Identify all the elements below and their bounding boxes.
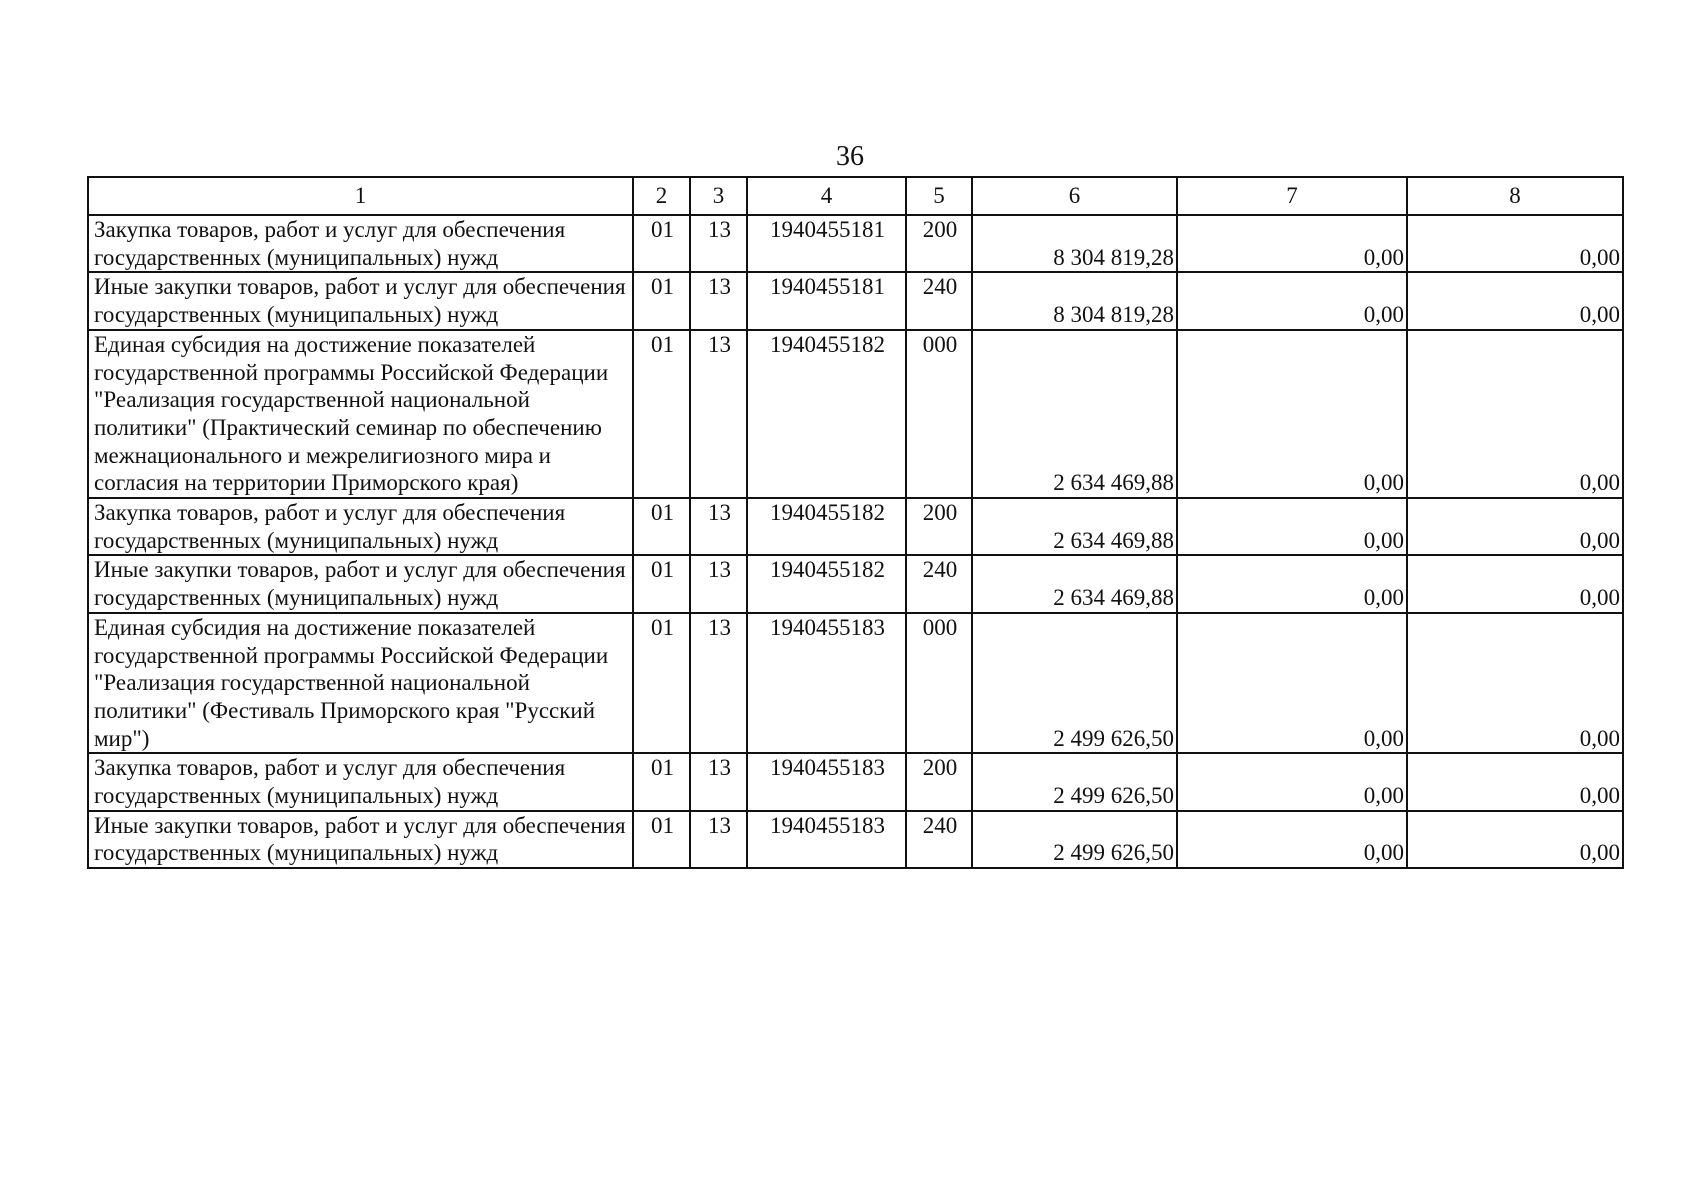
target-article-cell: 1940455182 <box>747 555 906 612</box>
target-article-cell: 1940455182 <box>747 498 906 555</box>
expense-type-cell: 200 <box>906 215 972 272</box>
section-code-cell: 01 <box>633 555 690 612</box>
subsection-code-cell: 13 <box>690 753 747 810</box>
header-cell: 6 <box>972 177 1177 215</box>
subsection-code-cell: 13 <box>690 613 747 754</box>
amount-col8-cell: 0,00 <box>1407 330 1623 498</box>
amount-col8-cell: 0,00 <box>1407 613 1623 754</box>
amount-col7-cell: 0,00 <box>1177 330 1407 498</box>
amount-col6-cell: 2 634 469,88 <box>972 498 1177 555</box>
target-article-cell: 1940455183 <box>747 811 906 868</box>
section-code-cell: 01 <box>633 498 690 555</box>
expense-type-cell: 240 <box>906 811 972 868</box>
section-code-cell: 01 <box>633 613 690 754</box>
amount-col6-cell: 2 499 626,50 <box>972 753 1177 810</box>
expense-type-cell: 240 <box>906 272 972 329</box>
expense-type-cell: 240 <box>906 555 972 612</box>
table-row <box>88 555 1623 612</box>
table-row <box>88 811 1623 868</box>
section-code-cell: 01 <box>633 215 690 272</box>
row-name-cell: Иные закупки товаров, работ и услуг для обеспечения государственных (муниципальных) нужд <box>88 811 633 868</box>
expense-type-cell: 200 <box>906 498 972 555</box>
table-row <box>88 613 1623 754</box>
amount-col7-cell: 0,00 <box>1177 555 1407 612</box>
amount-col8-cell: 0,00 <box>1407 555 1623 612</box>
amount-col6-cell: 2 634 469,88 <box>972 555 1177 612</box>
amount-col7-cell: 0,00 <box>1177 811 1407 868</box>
page-number: 36 <box>836 141 864 172</box>
amount-col8-cell: 0,00 <box>1407 215 1623 272</box>
amount-col8-cell: 0,00 <box>1407 272 1623 329</box>
row-name-cell: Единая субсидия на достижение показателей государственной программы Российской Федерации "Реализация государственной национальной политики" (Фестиваль Приморского края "Русский мир") <box>88 613 633 754</box>
target-article-cell: 1940455183 <box>747 753 906 810</box>
row-name-cell: Закупка товаров, работ и услуг для обеспечения государственных (муниципальных) нужд <box>88 753 633 810</box>
target-article-cell: 1940455181 <box>747 272 906 329</box>
subsection-code-cell: 13 <box>690 498 747 555</box>
header-cell: 8 <box>1407 177 1623 215</box>
subsection-code-cell: 13 <box>690 272 747 329</box>
section-code-cell: 01 <box>633 272 690 329</box>
header-cell: 2 <box>633 177 690 215</box>
table-row <box>88 498 1623 555</box>
row-name-cell: Закупка товаров, работ и услуг для обеспечения государственных (муниципальных) нужд <box>88 215 633 272</box>
target-article-cell: 1940455181 <box>747 215 906 272</box>
amount-col6-cell: 8 304 819,28 <box>972 272 1177 329</box>
expense-type-cell: 200 <box>906 753 972 810</box>
amount-col6-cell: 2 499 626,50 <box>972 613 1177 754</box>
table-row <box>88 753 1623 810</box>
amount-col8-cell: 0,00 <box>1407 498 1623 555</box>
subsection-code-cell: 13 <box>690 215 747 272</box>
section-code-cell: 01 <box>633 330 690 498</box>
target-article-cell: 1940455183 <box>747 613 906 754</box>
row-name-cell: Иные закупки товаров, работ и услуг для обеспечения государственных (муниципальных) нужд <box>88 555 633 612</box>
amount-col6-cell: 8 304 819,28 <box>972 215 1177 272</box>
expense-type-cell: 000 <box>906 613 972 754</box>
amount-col7-cell: 0,00 <box>1177 272 1407 329</box>
subsection-code-cell: 13 <box>690 811 747 868</box>
table-row <box>88 215 1623 272</box>
target-article-cell: 1940455182 <box>747 330 906 498</box>
amount-col7-cell: 0,00 <box>1177 498 1407 555</box>
row-name-cell: Закупка товаров, работ и услуг для обеспечения государственных (муниципальных) нужд <box>88 498 633 555</box>
header-cell: 1 <box>88 177 633 215</box>
subsection-code-cell: 13 <box>690 555 747 612</box>
section-code-cell: 01 <box>633 753 690 810</box>
header-cell: 5 <box>906 177 972 215</box>
header-cell: 7 <box>1177 177 1407 215</box>
amount-col7-cell: 0,00 <box>1177 613 1407 754</box>
subsection-code-cell: 13 <box>690 330 747 498</box>
expense-type-cell: 000 <box>906 330 972 498</box>
budget-table <box>87 176 1624 869</box>
row-name-cell: Иные закупки товаров, работ и услуг для обеспечения государственных (муниципальных) нужд <box>88 272 633 329</box>
section-code-cell: 01 <box>633 811 690 868</box>
amount-col8-cell: 0,00 <box>1407 753 1623 810</box>
row-name-cell: Единая субсидия на достижение показателей государственной программы Российской Федерации "Реализация государственной национальной политики" (Практический семинар по обеспечению межнационального и межрелигиозного мира и согласия на территории Приморского края) <box>88 330 633 498</box>
amount-col7-cell: 0,00 <box>1177 753 1407 810</box>
amount-col6-cell: 2 499 626,50 <box>972 811 1177 868</box>
header-cell: 3 <box>690 177 747 215</box>
amount-col6-cell: 2 634 469,88 <box>972 330 1177 498</box>
header-cell: 4 <box>747 177 906 215</box>
table-header-row <box>88 177 1623 215</box>
amount-col7-cell: 0,00 <box>1177 215 1407 272</box>
table-row <box>88 330 1623 498</box>
amount-col8-cell: 0,00 <box>1407 811 1623 868</box>
table-row <box>88 272 1623 329</box>
